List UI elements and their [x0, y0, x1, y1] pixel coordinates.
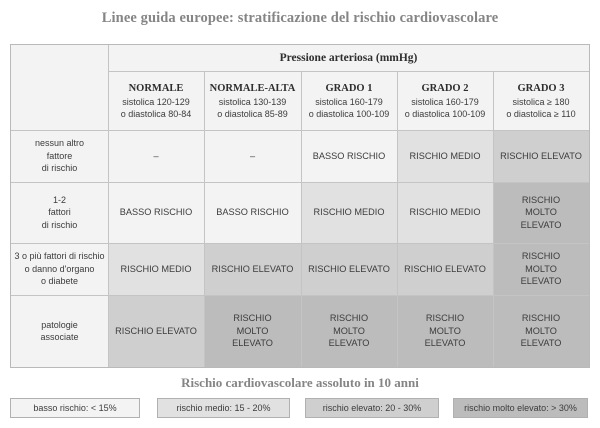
legend-item-low: basso rischio: < 15% [10, 398, 140, 418]
text-line: ELEVATO [520, 338, 562, 349]
grid-divider [11, 243, 589, 244]
column-label: GRADO 3 [517, 82, 565, 94]
pressure-header: Pressione arteriosa (mmHg) [279, 51, 418, 64]
text-line: RISCHIO ELEVATO [500, 150, 582, 161]
risk-cell [108, 243, 204, 295]
grid-divider [493, 71, 494, 367]
grid-divider [11, 295, 589, 296]
column-header-5 [493, 71, 589, 130]
text-line: RISCHIO MEDIO [313, 207, 385, 218]
text-line: di rischio [41, 163, 78, 174]
risk-cell [204, 295, 301, 367]
text-line: MOLTO [525, 325, 557, 336]
row-header-1 [11, 130, 108, 182]
grid-divider [11, 182, 589, 183]
text-line: associate [40, 332, 79, 342]
column-systolic: sistolica 130-139 [218, 96, 287, 107]
column-diastolic: o diastolica 100-109 [308, 108, 390, 119]
grid-divider [108, 45, 109, 367]
column-label: GRADO 2 [421, 82, 469, 94]
text-line: ELEVATO [520, 276, 562, 287]
text-line: RISCHIO [521, 194, 561, 205]
risk-cell [493, 130, 589, 182]
column-label: GRADO 1 [325, 82, 373, 94]
risk-cell [301, 130, 397, 182]
text-line: o diabete [40, 276, 79, 287]
text-line: ELEVATO [232, 338, 273, 349]
text-line: fattori [48, 207, 71, 218]
column-header-1 [108, 71, 204, 130]
text-line: RISCHIO MEDIO [120, 263, 192, 274]
risk-cell [493, 243, 589, 295]
grid-divider [11, 130, 589, 131]
row-header-4 [11, 295, 108, 367]
text-line: fattore [46, 150, 73, 161]
risk-cell [397, 130, 493, 182]
text-line: – [153, 150, 159, 161]
column-diastolic: o diastolica 85-89 [217, 108, 288, 119]
legend-item-med: rischio medio: 15 - 20% [157, 398, 290, 418]
text-line: o danno d'organo [24, 263, 95, 274]
text-line: MOLTO [525, 207, 557, 218]
text-line: MOLTO [429, 325, 461, 336]
legend-title: Rischio cardiovascolare assoluto in 10 anni [181, 375, 419, 390]
risk-cell [493, 295, 589, 367]
risk-cell [397, 243, 493, 295]
grid-divider [301, 71, 302, 367]
risk-cell [204, 130, 301, 182]
text-line: BASSO RISCHIO [312, 150, 386, 161]
text-line: 1-2 [52, 194, 66, 205]
text-line: BASSO RISCHIO [216, 207, 289, 218]
text-line: MOLTO [525, 263, 557, 274]
column-systolic: sistolica 120-129 [122, 96, 190, 107]
text-line: RISCHIO [329, 313, 369, 324]
text-line: MOLTO [333, 325, 365, 336]
column-systolic: sistolica 160-179 [411, 96, 479, 107]
risk-cell [204, 243, 301, 295]
grid-divider [397, 71, 398, 367]
text-line: ELEVATO [328, 338, 370, 349]
column-label: NORMALE-ALTA [209, 82, 296, 94]
row-header-2 [11, 182, 108, 243]
risk-cell [108, 182, 204, 243]
row-header-3 [11, 243, 108, 295]
risk-cell [397, 182, 493, 243]
text-line: RISCHIO MEDIO [409, 150, 481, 161]
column-diastolic: o diastolica 80-84 [120, 108, 192, 119]
legend-item-vhigh: rischio molto elevato: > 30% [453, 398, 588, 418]
text-line: MOLTO [236, 325, 269, 336]
column-header-2 [204, 71, 301, 130]
risk-cell [397, 295, 493, 367]
risk-cell [108, 295, 204, 367]
grid-divider [204, 71, 205, 367]
text-line: RISCHIO ELEVATO [211, 263, 294, 274]
risk-table [10, 44, 590, 368]
column-diastolic: o diastolica ≥ 110 [506, 108, 576, 119]
risk-cell [204, 182, 301, 243]
column-systolic: sistolica ≥ 180 [512, 96, 570, 107]
column-diastolic: o diastolica 100-109 [404, 108, 486, 119]
text-line: 3 o più fattori di rischio [14, 251, 105, 262]
risk-cell [108, 130, 204, 182]
text-line: RISCHIO MEDIO [409, 207, 481, 218]
legend-item-high: rischio elevato: 20 - 30% [305, 398, 439, 418]
text-line: RISCHIO [233, 313, 272, 324]
text-line: ELEVATO [520, 219, 562, 230]
column-header-4 [397, 71, 493, 130]
text-line: RISCHIO ELEVATO [115, 325, 197, 336]
text-line: nessun altro [34, 138, 85, 149]
risk-cell [493, 182, 589, 243]
grid-divider [108, 71, 589, 72]
text-line: RISCHIO ELEVATO [308, 263, 390, 274]
page-title: Linee guida europee: stratificazione del rischio cardiovascolare [101, 10, 499, 26]
text-line: RISCHIO ELEVATO [404, 263, 486, 274]
text-line: RISCHIO [521, 251, 561, 262]
column-label: NORMALE [128, 82, 184, 94]
text-line: ELEVATO [424, 338, 466, 349]
risk-cell [301, 243, 397, 295]
text-line: patologie [41, 319, 78, 330]
risk-cell [301, 182, 397, 243]
risk-cell [301, 295, 397, 367]
text-line: – [249, 150, 256, 161]
text-line: RISCHIO [425, 313, 465, 324]
column-header-3 [301, 71, 397, 130]
text-line: BASSO RISCHIO [119, 207, 193, 218]
text-line: RISCHIO [521, 313, 561, 324]
text-line: di rischio [41, 219, 78, 230]
column-systolic: sistolica 160-179 [315, 96, 383, 107]
